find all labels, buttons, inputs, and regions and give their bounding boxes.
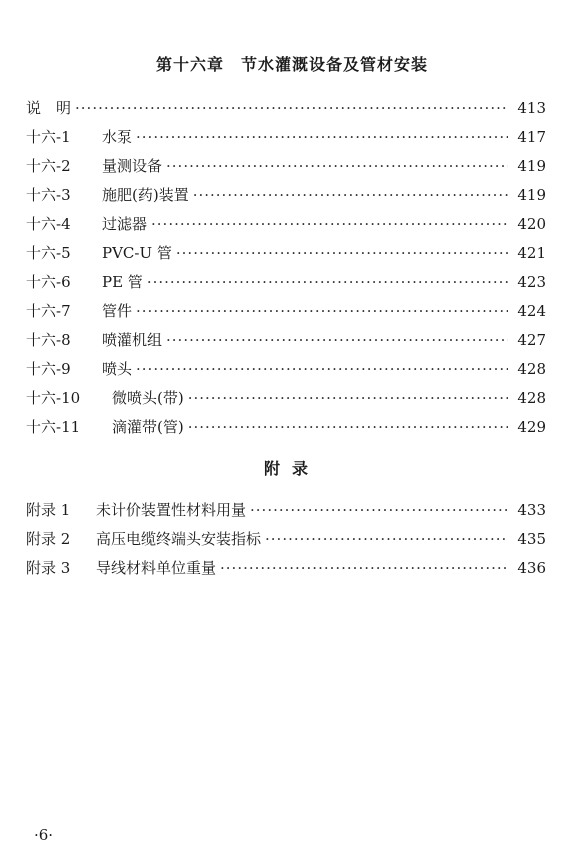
dot-leader [136, 355, 508, 384]
entry-title: 量测设备 [102, 157, 163, 175]
dot-leader [147, 268, 508, 297]
dot-leader [166, 326, 508, 355]
entry-number: 十六-11 [26, 418, 81, 436]
entry-number: 十六-10 [26, 389, 81, 407]
entry-title: 施肥(药)装置 [102, 186, 189, 204]
toc-entry[interactable] [26, 496, 546, 525]
entry-title: 未计价装置性材料用量 [96, 501, 247, 519]
entry-number: 附录 3 [26, 559, 71, 577]
entry-number: 说 明 [26, 99, 72, 117]
toc-entry[interactable] [26, 297, 546, 326]
entry-title: 管件 [102, 302, 133, 320]
entry-page: 417 [517, 128, 546, 146]
dot-leader [188, 384, 508, 413]
entry-title: 过滤器 [102, 215, 148, 233]
dot-leader [265, 525, 508, 554]
dot-leader [220, 554, 508, 583]
page-number: ·6· [34, 826, 54, 844]
entry-number: 十六-5 [26, 244, 71, 262]
entry-page: 423 [517, 273, 546, 291]
entry-page: 421 [517, 244, 546, 262]
toc-entry[interactable] [26, 210, 546, 239]
entry-page: 413 [517, 99, 546, 117]
appendix-toc [26, 496, 546, 583]
entry-number: 十六-3 [26, 186, 71, 204]
entry-title: 高压电缆终端头安装指标 [96, 530, 262, 548]
dot-leader [136, 297, 508, 326]
entry-page: 429 [517, 418, 546, 436]
entry-title: 微喷头(带) [112, 389, 184, 407]
entry-page: 428 [517, 360, 546, 378]
entry-number: 十六-8 [26, 331, 71, 349]
entry-page: 424 [517, 302, 546, 320]
entry-number: 十六-4 [26, 215, 71, 233]
entry-number: 十六-9 [26, 360, 71, 378]
toc-entry[interactable] [26, 326, 546, 355]
dot-leader [136, 123, 508, 152]
toc-entry[interactable] [26, 413, 546, 442]
dot-leader [188, 413, 508, 442]
toc-entry[interactable] [26, 525, 546, 554]
entry-page: 436 [517, 559, 546, 577]
entry-title: PVC-U 管 [102, 244, 172, 262]
toc-entry[interactable] [26, 355, 546, 384]
entry-number: 附录 2 [26, 530, 71, 548]
entry-title: PE 管 [102, 273, 143, 291]
entry-title: 水泵 [102, 128, 133, 146]
entry-page: 419 [517, 157, 546, 175]
dot-leader [193, 181, 508, 210]
entry-title: 喷头 [102, 360, 133, 378]
toc-entry[interactable] [26, 268, 546, 297]
toc-entry[interactable] [26, 181, 546, 210]
entry-page: 420 [517, 215, 546, 233]
entry-title: 导线材料单位重量 [96, 559, 217, 577]
toc-entry[interactable] [26, 384, 546, 413]
chapter-toc [26, 94, 546, 442]
dot-leader [176, 239, 508, 268]
dot-leader [250, 496, 508, 525]
entry-number: 十六-6 [26, 273, 71, 291]
entry-number: 十六-7 [26, 302, 71, 320]
toc-entry[interactable] [26, 123, 546, 152]
dot-leader [75, 94, 508, 123]
entry-number: 十六-1 [26, 128, 71, 146]
entry-title: 喷灌机组 [102, 331, 163, 349]
appendix-title: 附录 [263, 459, 320, 478]
toc-entry[interactable] [26, 94, 546, 123]
toc-entry[interactable] [26, 554, 546, 583]
chapter-title: 第十六章 节水灌溉设备及管材安装 [155, 55, 428, 74]
entry-page: 433 [517, 501, 546, 519]
entry-page: 427 [517, 331, 546, 349]
dot-leader [151, 210, 508, 239]
entry-page: 419 [517, 186, 546, 204]
entry-page: 428 [517, 389, 546, 407]
entry-number: 附录 1 [26, 501, 71, 519]
toc-entry[interactable] [26, 239, 546, 268]
entry-title: 滴灌带(管) [112, 418, 184, 436]
entry-page: 435 [517, 530, 546, 548]
toc-entry[interactable] [26, 152, 546, 181]
dot-leader [166, 152, 508, 181]
entry-number: 十六-2 [26, 157, 71, 175]
